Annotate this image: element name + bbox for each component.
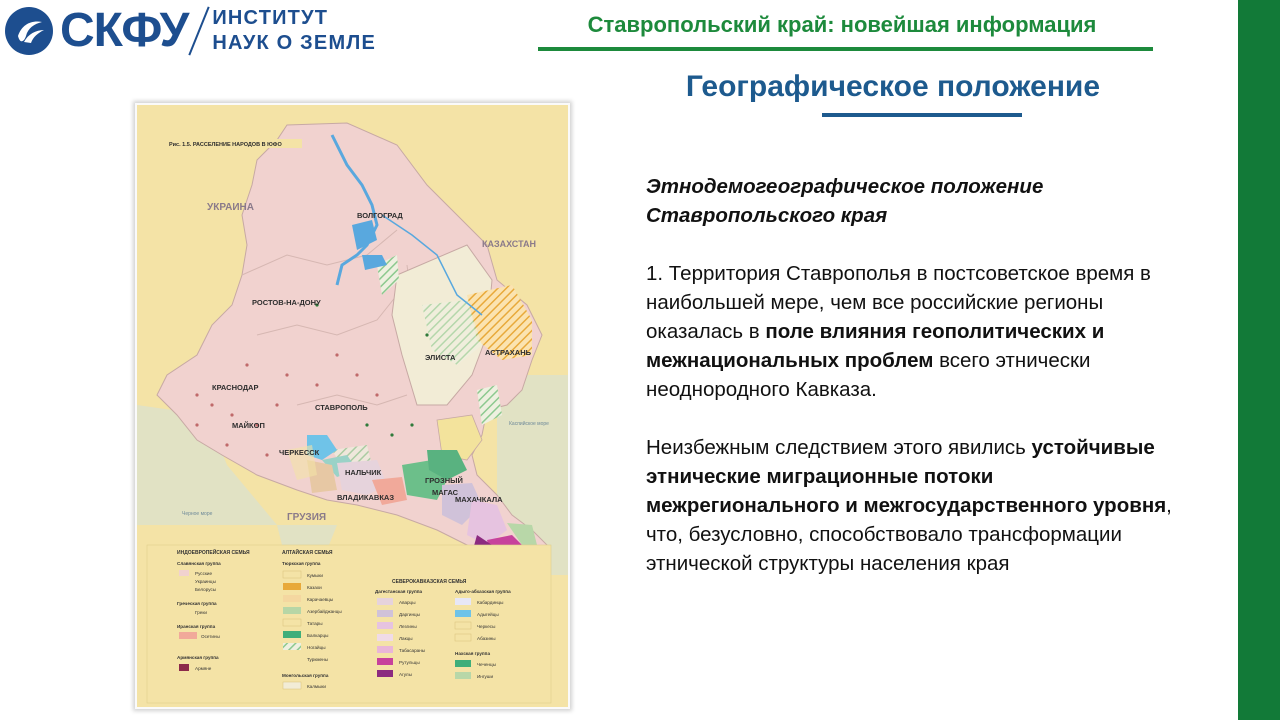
label-grozny: ГРОЗНЫЙ xyxy=(425,476,463,485)
legend-aguls: Агулы xyxy=(399,672,412,677)
header-underline xyxy=(538,47,1153,51)
label-volgograd: ВОЛГОГРАД xyxy=(357,211,403,220)
paragraph-2 xyxy=(646,433,1186,578)
legend-circassians: Черкесы xyxy=(477,624,496,629)
label-caspian-sea: Каспийское море xyxy=(509,421,549,427)
legend-armenians: Армяне xyxy=(195,666,212,671)
legend-nc-family: СЕВЕРОКАВКАЗСКАЯ СЕМЬЯ xyxy=(392,579,467,585)
label-elista: ЭЛИСТА xyxy=(425,353,456,362)
label-vladikavkaz: ВЛАДИКАВКАЗ xyxy=(337,493,395,502)
label-krasnodar: КРАСНОДАР xyxy=(212,383,259,392)
legend-ossetians: Осетины xyxy=(201,634,220,639)
paragraph-1-bold: поле влияния геополитических и межнациональных проблем xyxy=(646,320,1105,372)
label-nalchik: НАЛЬЧИК xyxy=(345,468,382,477)
legend-rutuls: Рутульцы xyxy=(399,660,420,665)
legend-balkars: Балкарцы xyxy=(307,633,329,638)
legend-tabasarans: Табасараны xyxy=(399,648,426,653)
label-gruziya: ГРУЗИЯ xyxy=(287,512,327,523)
paragraph-1-end: всего этнически неоднородного Кавказа. xyxy=(646,349,1091,401)
label-astrakhan: АСТРАХАНЬ xyxy=(485,348,532,357)
map-caption: Рис. 1.5. РАССЕЛЕНИЕ НАРОДОВ В ЮФО xyxy=(169,142,282,148)
section-underline xyxy=(822,113,1022,117)
legend-turkic-group: Тюркская группа xyxy=(282,561,321,566)
ethnic-map-svg xyxy=(137,105,568,707)
legend-azerbaijanis: Азербайджанцы xyxy=(307,609,342,614)
paragraph-1 xyxy=(646,259,1186,404)
subtitle-line-2: Ставропольского края xyxy=(646,204,888,227)
ethnic-map-image xyxy=(135,103,570,709)
legend-turkmens: Туркмены xyxy=(307,657,328,662)
label-kazakhstan: КАЗАХСТАН xyxy=(482,239,536,249)
paragraph-2-bold: устойчивые этнические миграционные потоки межрегионального и межгосударственного уровня xyxy=(646,436,1167,517)
logo-institute xyxy=(212,6,376,56)
legend-chechens: Чеченцы xyxy=(477,662,496,667)
legend-adyghes: Адыгейцы xyxy=(477,612,499,617)
header-title: Ставропольский край: новейшая информация xyxy=(587,12,1097,37)
university-emblem-icon xyxy=(4,6,54,56)
logo-wordmark: СКФУ xyxy=(60,4,189,57)
paragraph-2-end: , что, безусловно, способствовало трансформации этнической структуры населения края xyxy=(646,494,1172,575)
label-makhachkala: МАХАЧКАЛА xyxy=(455,495,503,504)
legend-greeks: Греки xyxy=(195,610,207,615)
legend-mongol-group: Монгольская группа xyxy=(282,673,329,678)
legend-kabardians: Кабардинцы xyxy=(477,600,504,605)
label-ukraina: УКРАИНА xyxy=(207,202,254,213)
content-text xyxy=(646,172,1186,578)
content-subtitle xyxy=(646,172,1186,230)
legend-iranian-group: Иранская группа xyxy=(177,624,216,629)
label-magas: МАГАС xyxy=(432,488,459,497)
section-title: Географическое положение xyxy=(685,70,1101,103)
logo xyxy=(4,2,376,60)
legend-greek-group: Греческая группа xyxy=(177,601,217,606)
legend-kalmyks: Калмыки xyxy=(307,684,326,689)
right-accent-bar xyxy=(1238,0,1280,720)
legend-abazins: Абазины xyxy=(477,636,496,641)
label-stavropol: СТАВРОПОЛЬ xyxy=(315,403,368,412)
label-rostov: РОСТОВ-НА-ДОНУ xyxy=(252,298,321,307)
paragraph-2-start: Неизбежным следствием этого явились xyxy=(646,436,1032,459)
legend-nogais: Ногайцы xyxy=(307,645,326,650)
legend-dagestan-group: Дагестанская группа xyxy=(375,589,423,594)
legend-russians: Русские xyxy=(195,571,213,576)
label-maykop: МАЙКОП xyxy=(232,421,265,430)
legend-adyghe-group: Адыго-абхазская группа xyxy=(455,589,511,594)
label-black-sea: Черное море xyxy=(182,511,213,517)
logo-divider xyxy=(189,7,210,56)
legend-laks: Лакцы xyxy=(399,636,413,641)
legend-belarusians: Белорусы xyxy=(195,587,217,592)
label-cherkessk: ЧЕРКЕССК xyxy=(279,448,320,457)
paragraph-1-start: 1. Территория Ставрополья в постсоветское время в наибольшей мере, чем все российские регионы оказалась в xyxy=(646,262,1151,343)
legend-nakh-group: Нахская группа xyxy=(455,651,490,656)
institute-line-1: ИНСТИТУТ xyxy=(212,7,329,29)
legend-ukrainians: Украинцы xyxy=(195,579,216,584)
legend-slavic-group: Славянская группа xyxy=(177,561,221,566)
legend-kazakhs: Казахи xyxy=(307,585,322,590)
legend-ingush: Ингуши xyxy=(477,674,494,679)
legend-altai-family: АЛТАЙСКАЯ СЕМЬЯ xyxy=(282,550,333,556)
legend-tatars: Татары xyxy=(307,621,323,626)
legend-dargins: Даргинцы xyxy=(399,612,420,617)
subtitle-line-1: Этнодемогеографическое положение xyxy=(646,175,1044,198)
legend-indo-family: ИНДОЕВРОПЕЙСКАЯ СЕМЬЯ xyxy=(177,550,250,556)
legend-lezgins: Лезгины xyxy=(399,624,417,629)
legend-armenian-group: Армянская группа xyxy=(177,655,219,660)
institute-line-2: НАУК О ЗЕМЛЕ xyxy=(212,32,377,54)
legend-avars: Аварцы xyxy=(399,600,416,605)
legend-karachays: Карачаевцы xyxy=(307,597,334,602)
legend-kumyks: Кумыки xyxy=(307,573,323,578)
